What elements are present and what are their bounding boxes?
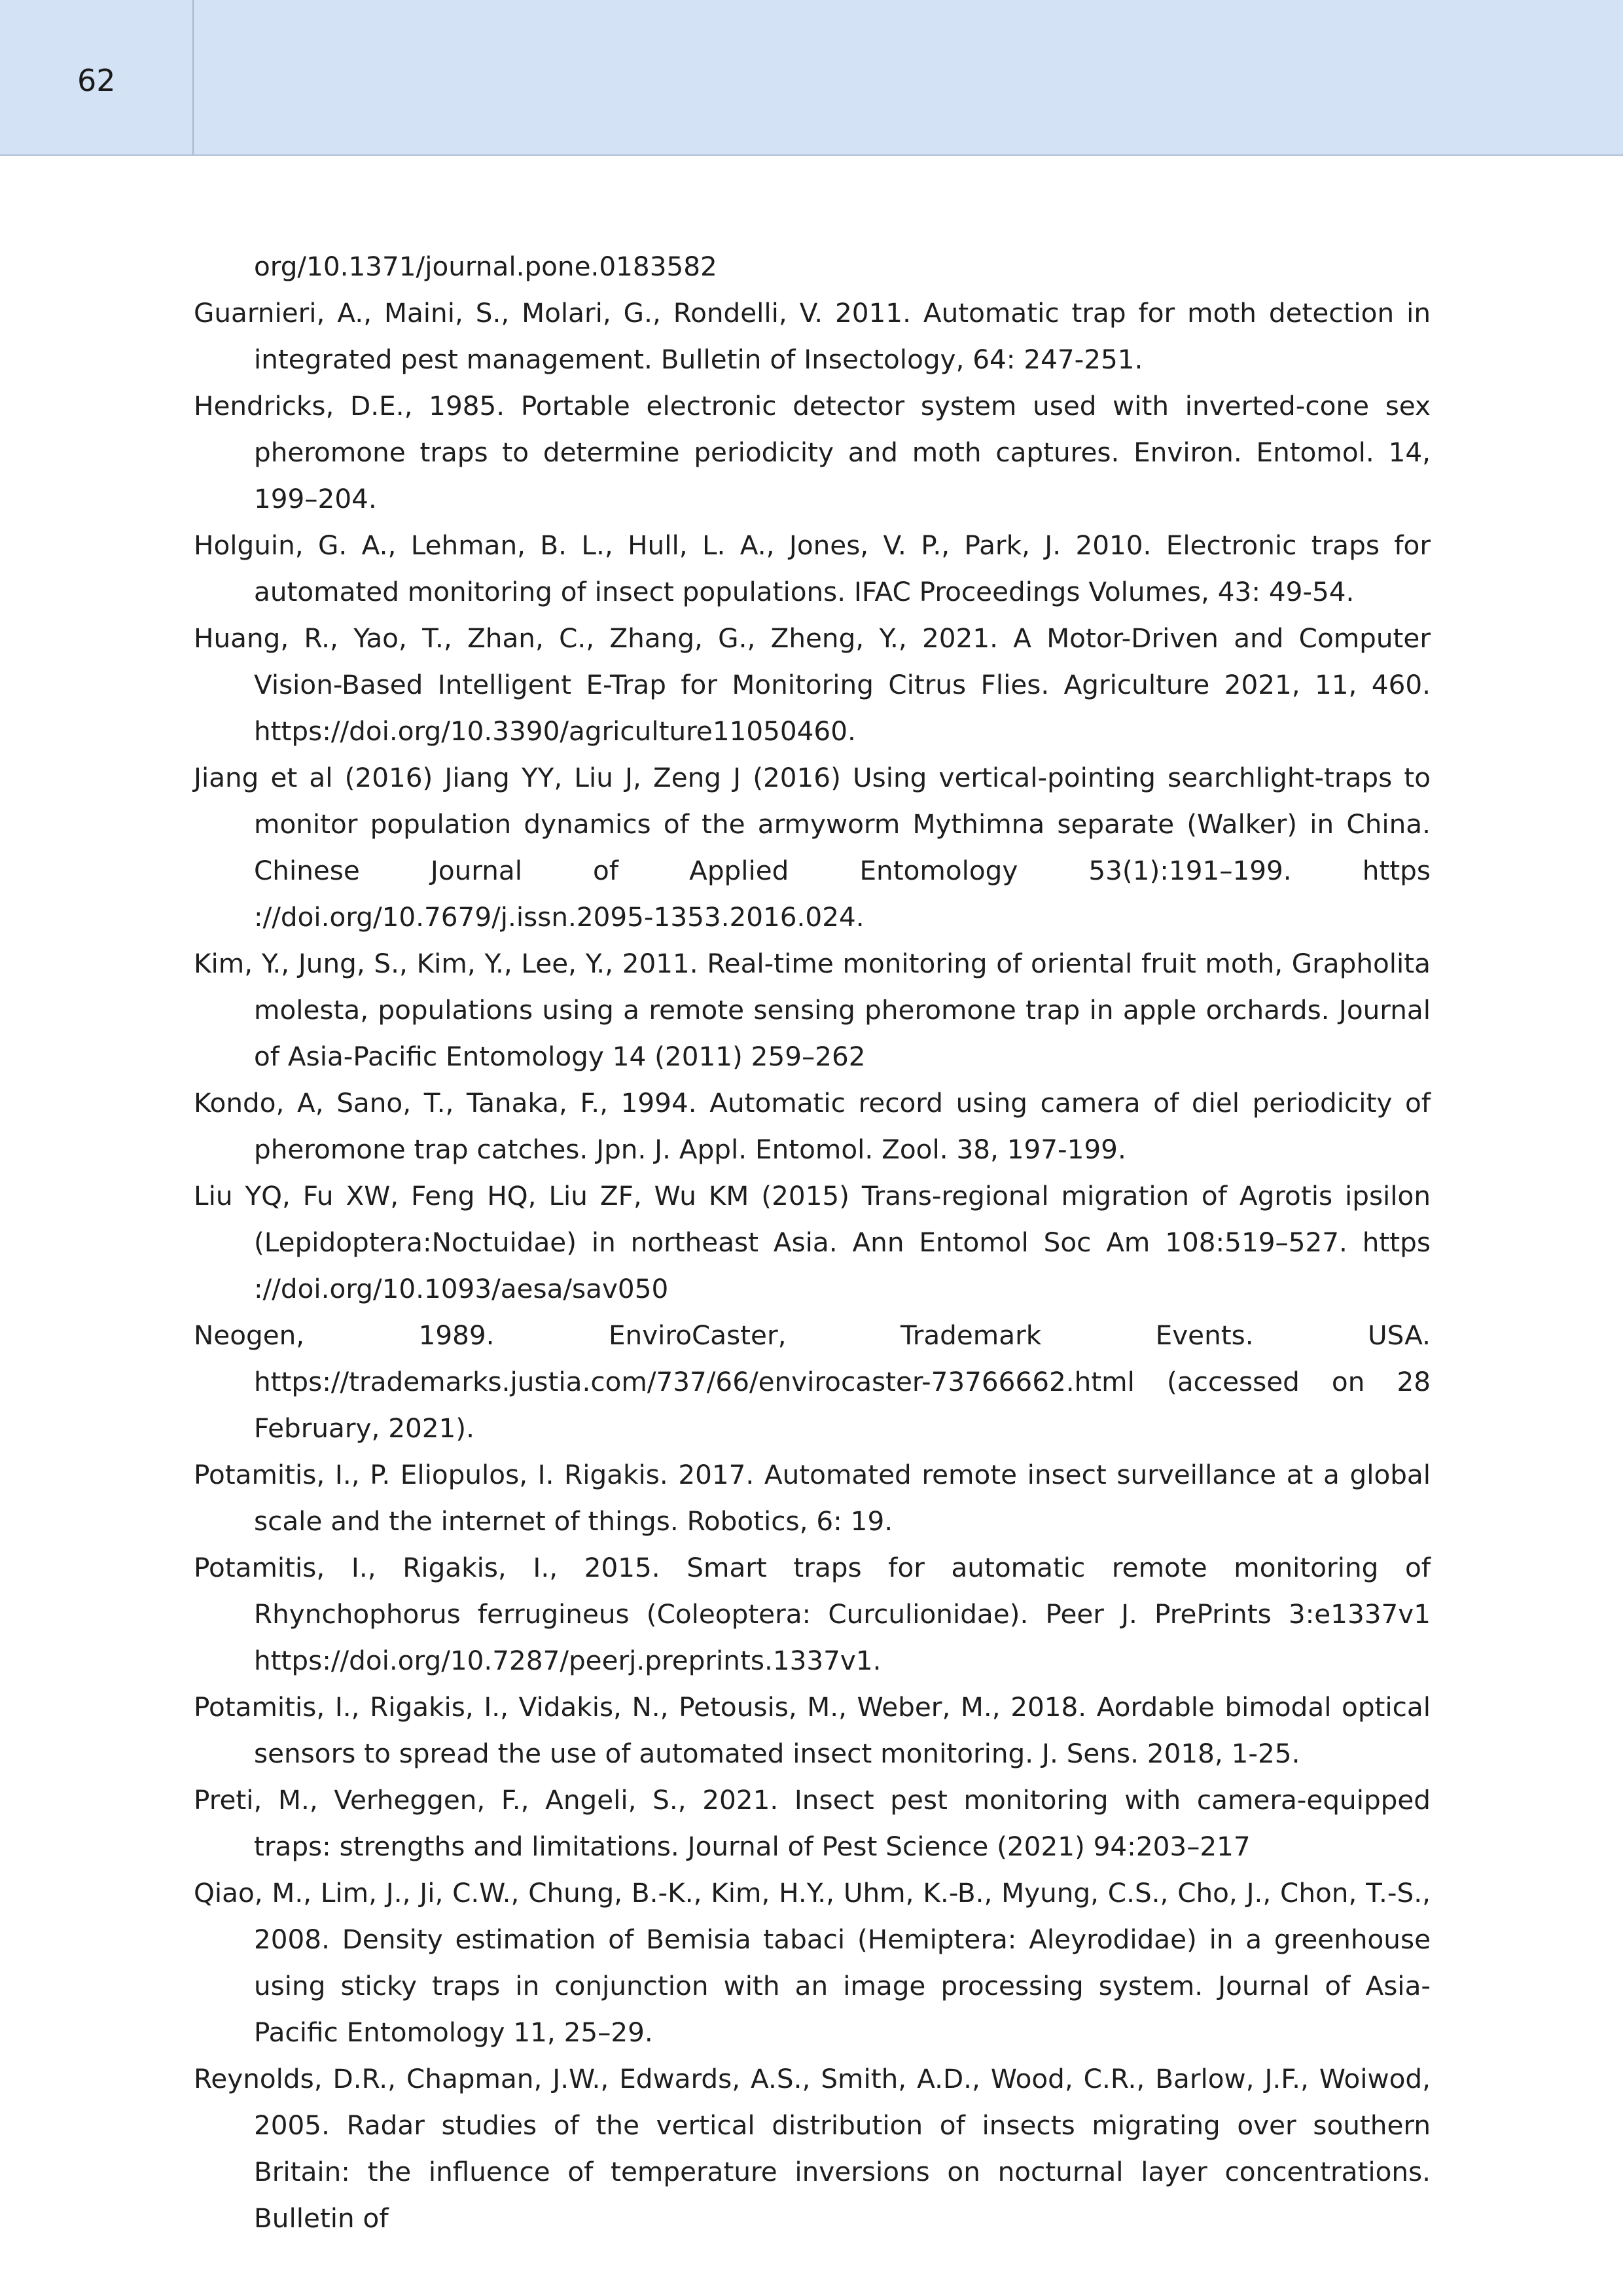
reference-item: Qiao, M., Lim, J., Ji, C.W., Chung, B.-K., Kim, H.Y., Uhm, K.-B., Myung, C.S., Cho, J., Chon, T.-S., 2008. Density estimation of Bemisia tabaci (Hemiptera: Aleyrodidae) in a greenhouse using sticky traps in conjunction with an image processing system. Journal of Asia-Pacific Entomology 11, 25–29. [194, 1877, 1431, 2048]
reference-item: Potamitis, I., Rigakis, I., Vidakis, N., Petousis, M., Weber, M., 2018. Aordable bimodal optical sensors to spread the use of automated insect monitoring. J. Sens. 2018, 1-25. [194, 1691, 1431, 1769]
reference-item: Kim, Y., Jung, S., Kim, Y., Lee, Y., 2011. Real-time monitoring of oriental fruit moth, Grapholita molesta, populations using a remote sensing pheromone trap in apple orchards. Journal of Asia-Pacific Entomology 14 (2011) 259–262 [194, 948, 1431, 1072]
reference-item: Potamitis, I., P. Eliopulos, I. Rigakis. 2017. Automated remote insect surveillance at a global scale and the internet of things. Robotics, 6: 19. [194, 1459, 1431, 1537]
header-divider [192, 0, 194, 154]
page-header-band [0, 0, 1623, 156]
reference-list [194, 243, 1431, 2242]
reference-item: Guarnieri, A., Maini, S., Molari, G., Rondelli, V. 2011. Automatic trap for moth detection in integrated pest management. Bulletin of Insectology, 64: 247-251. [194, 297, 1431, 375]
reference-item: Kondo, A, Sano, T., Tanaka, F., 1994. Automatic record using camera of diel periodicity of pheromone trap catches. Jpn. J. Appl. Entomol. Zool. 38, 197-199. [194, 1087, 1431, 1165]
reference-item: Potamitis, I., Rigakis, I., 2015. Smart traps for automatic remote monitoring of Rhynchophorus ferrugineus (Coleoptera: Curculionidae). Peer J. PrePrints 3:e1337v1 https://doi.org/10.7287/peerj.preprints.1337v1. [194, 1552, 1431, 1676]
reference-item: Huang, R., Yao, T., Zhan, C., Zhang, G., Zheng, Y., 2021. A Motor-Driven and Computer Vision-Based Intelligent E-Trap for Monitoring Citrus Flies. Agriculture 2021, 11, 460. https://doi.org/10.3390/agriculture11050460. [194, 622, 1431, 747]
reference-item: Holguin, G. A., Lehman, B. L., Hull, L. A., Jones, V. P., Park, J. 2010. Electronic traps for automated monitoring of insect populations. IFAC Proceedings Volumes, 43: 49-54. [194, 529, 1431, 607]
page-number: 62 [77, 63, 116, 98]
reference-item: Hendricks, D.E., 1985. Portable electronic detector system used with inverted-cone sex pheromone traps to determine periodicity and moth captures. Environ. Entomol. 14, 199–204. [194, 390, 1431, 514]
reference-item: Reynolds, D.R., Chapman, J.W., Edwards, A.S., Smith, A.D., Wood, C.R., Barlow, J.F., Woiwod, 2005. Radar studies of the vertical distribution of insects migrating over southern Britain: the influence of temperature inversions on nocturnal layer concentrations. Bulletin of [194, 2063, 1431, 2234]
reference-item: org/10.1371/journal.pone.0183582 [254, 251, 717, 282]
reference-item: Liu YQ, Fu XW, Feng HQ, Liu ZF, Wu KM (2015) Trans-regional migration of Agrotis ipsilon (Lepidoptera:Noctuidae) in northeast Asia. Ann Entomol Soc Am 108:519–527. https ://doi.org/10.1093/aesa/sav050 [194, 1180, 1431, 1304]
reference-item: Neogen, 1989. EnviroCaster, Trademark Events. USA. https://trademarks.justia.com/737/66/envirocaster-73766662.html (accessed on 28 February, 2021). [194, 1319, 1431, 1444]
reference-item: Jiang et al (2016) Jiang YY, Liu J, Zeng J (2016) Using vertical-pointing searchlight-traps to monitor population dynamics of the armyworm Mythimna separate (Walker) in China. Chinese Journal of Applied Entomology 53(1):191–199. https ://doi.org/10.7679/j.issn.2095-1353.2016.024. [194, 762, 1431, 933]
reference-item: Preti, M., Verheggen, F., Angeli, S., 2021. Insect pest monitoring with camera-equipped traps: strengths and limitations. Journal of Pest Science (2021) 94:203–217 [194, 1784, 1431, 1862]
